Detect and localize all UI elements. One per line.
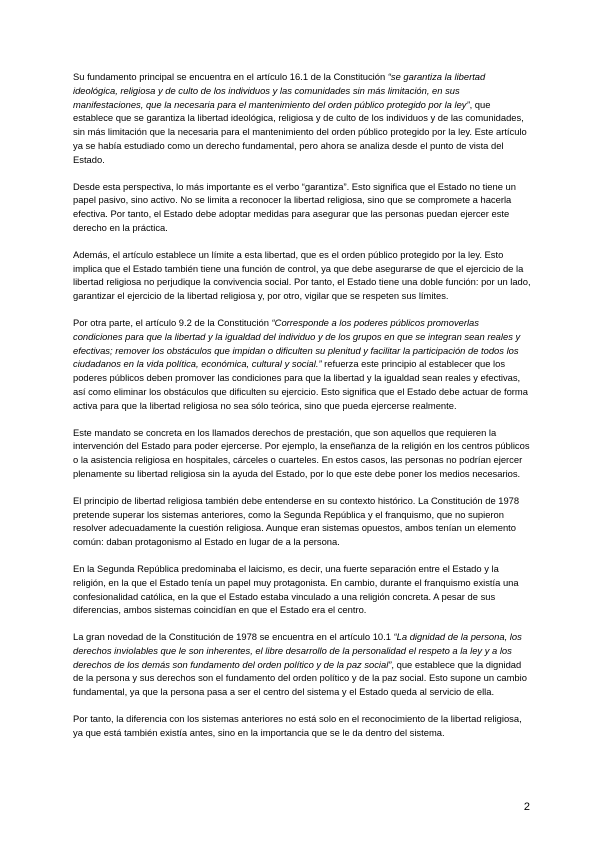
paragraph-4 [73, 316, 531, 413]
paragraph-3-text: Además, el artículo establece un límite a esta libertad, que es el orden público protegido por la ley. Esto implica que el Estado también tiene una función de control, ya que debe asegurarse de que el ejercicio de la libertad religiosa no perjudique la convivencia social. Por tanto, el Estado tiene una doble función: por un lado, garantizar el ejercicio de la libertad religiosa y, por otro, vigilar que se respeten sus límites. [73, 248, 531, 302]
paragraph-5-text: Este mandato se concreta en los llamados derechos de prestación, que son aquellos que requieren la intervención del Estado para poder ejercerse. Por ejemplo, la enseñanza de la religión en los centros públicos o la asistencia religiosa en hospitales, cárceles o cuarteles. En estos casos, las personas no podrían ejercer plenamente su libertad religiosa sin la ayuda del Estado, por lo que este debe poner los medios necesarios. [73, 426, 530, 479]
paragraph-2 [73, 180, 531, 235]
paragraph-8 [73, 630, 531, 699]
paragraph-1-text: Su fundamento principal se encuentra en el artículo 16.1 de la Constitución [73, 71, 388, 82]
paragraph-2-text: Desde esta perspectiva, lo más importante es el verbo “garantiza”. Esto significa que el Estado no tiene un papel pasivo, sino activo. No se limita a reconocer la libertad religiosa, sino que se compromete a hacerla efectiva. Por tanto, el Estado debe adoptar medidas para asegurar que las personas puedan ejercer este derecho en la práctica. [73, 180, 516, 233]
paragraph-8-continuation: , que establece que la dignidad de la persona y sus derechos son el fundamento del orden político y de la paz social. Esto supone un cambio fundamental, ya que la persona pasa a ser el centro del sistema y el Estado queda al servicio de ella. [73, 658, 527, 698]
page-number: 2 [523, 801, 530, 813]
paragraph-1-quote: “se garantiza la libertad ideológica, religiosa y de culto de los individuos y las comunidades sin más limitación, en sus manifestaciones, que la necesaria para el mantenimiento del orden público protegido por la ley” [73, 71, 486, 110]
paragraph-1 [73, 70, 531, 167]
paragraph-5 [73, 426, 531, 481]
paragraph-8-quote: “La dignidad de la persona, los derechos inviolables que le son inherentes, el libre desarrollo de la personalidad el respeto a la ley y a los derechos de los demás son fundamento del orden político y de la paz social” [73, 631, 522, 670]
paragraph-6-text: El principio de libertad religiosa también debe entenderse en su contexto histórico. La Constitución de 1978 pretende superar los sistemas anteriores, como la Segunda República y el franquismo, que no supieron resolver adecuadamente la cuestión religiosa. Aunque eran sistemas opuestos, ambos tenían un elemento común: daban protagonismo al Estado en lugar de a la persona. [73, 494, 520, 548]
paragraph-7-text: En la Segunda República predominaba el laicismo, es decir, una fuerte separación entre el Estado y la religión, en la que el Estado tenía un papel muy protagonista. En cambio, durante el franquismo existía una confesionalidad católica, en la que el Estado estaba vinculado a una religión concreta. A pesar de sus diferencias, ambos sistemas coincidían en que el Estado era el centro. [73, 562, 519, 616]
paragraph-7 [73, 562, 531, 617]
paragraph-9-text: Por tanto, la diferencia con los sistemas anteriores no está solo en el reconocimiento de la libertad religiosa, ya que está también existía antes, sino en la importancia que se le da dentro del sistema. [73, 713, 522, 738]
paragraph-8-text: La gran novedad de la Constitución de 1978 se encuentra en el artículo 10.1 [73, 631, 394, 643]
paragraph-9 [73, 712, 531, 740]
paragraph-4-quote: “Corresponde a los poderes públicos promoverlas condiciones para que la libertad y la igualdad del individuo y de los grupos en que se integran sean reales y efectivas; remover los obstáculos que impidan o dificulten su plenitud y facilitar la participación de todos los ciudadanos en la vida política, económica, cultural y social.” [73, 316, 521, 370]
paragraph-4-text: Por otra parte, el artículo 9.2 de la Constitución [73, 316, 272, 328]
body-text [73, 70, 531, 753]
paragraph-3 [73, 248, 531, 303]
paragraph-4-continuation: refuerza este principio al establecer que los poderes públicos deben promover las condiciones para que la libertad y la igualdad sean reales y efectivas, así como eliminar los obstáculos que dificulten su ejercicio. Esto significa que el Estado debe actuar de forma activa para que la libertad religiosa no sea sólo teórica, sino que pueda ejercerse realmente. [73, 358, 528, 411]
paragraph-1-continuation: , que establece que se garantiza la libertad ideológica, religiosa y de culto de los individuos y de las comunidades, sin más limitación que la necesaria para el mantenimiento del orden público protegido por la ley. Este artículo ya se había estudiado como un derecho fundamental, pero ahora se analiza desde el punto de vista del Estado. [73, 98, 527, 165]
paragraph-6 [73, 494, 531, 549]
